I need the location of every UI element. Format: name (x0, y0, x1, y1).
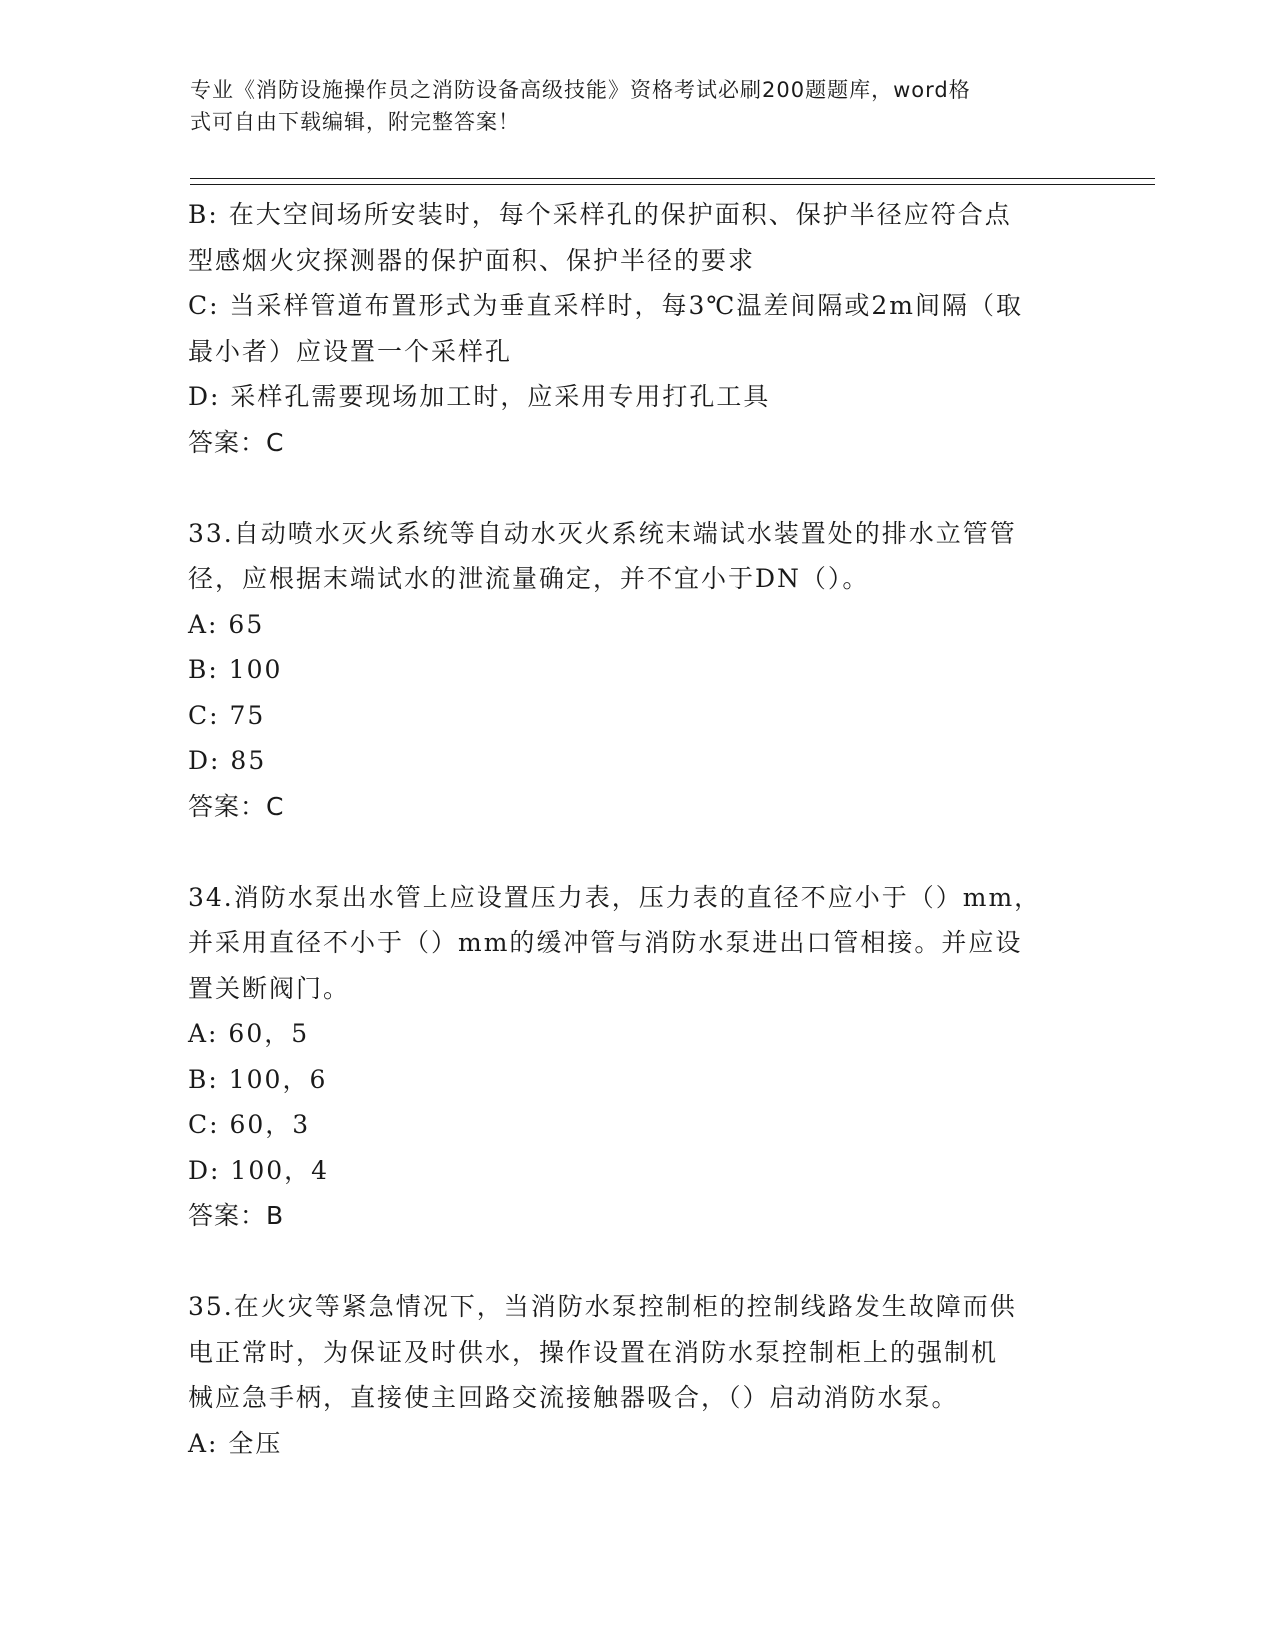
question-32 (188, 192, 1088, 465)
question-35 (188, 1284, 1088, 1466)
option-a: A: 60，5 (188, 1019, 310, 1048)
question-stem-line-2: 并采用直径不小于（）mm的缓冲管与消防水泵进出口管相接。并应设 (188, 928, 1023, 957)
question-stem-line-1: 33.自动喷水灭火系统等自动水灭火系统末端试水装置处的排水立管管 (188, 518, 1017, 548)
question-list (188, 192, 1088, 1466)
header-divider-bottom (190, 184, 1155, 185)
question-stem-line-3: 置关断阀门。 (188, 973, 351, 1003)
header-divider-top (190, 178, 1155, 179)
answer-label: 答案：B (188, 1201, 285, 1230)
option-b: B: 100 (188, 655, 283, 684)
header-line-2: 式可自由下载编辑，附完整答案！ (190, 110, 520, 134)
answer-label: 答案：C (188, 427, 285, 457)
option-b: B: 100，6 (188, 1064, 328, 1094)
option-b-line-2: 型感烟火灾探测器的保护面积、保护半径的要求 (188, 245, 756, 275)
option-c: C: 60，3 (188, 1110, 311, 1139)
question-stem-line-1: 35.在火灾等紧急情况下，当消防水泵控制柜的控制线路发生故障而供 (188, 1292, 1017, 1321)
option-d: D: 85 (188, 746, 267, 775)
question-stem-line-1: 34.消防水泵出水管上应设置压力表，压力表的直径不应小于（）mm， (188, 882, 1042, 912)
option-c-line-1: C: 当采样管道布置形式为垂直采样时，每3℃温差间隔或2m间隔（取 (188, 291, 1023, 320)
option-c-line-2: 最小者）应设置一个采样孔 (188, 336, 513, 366)
option-d: D: 100，4 (188, 1155, 330, 1185)
header-line-1: 专业《消防设施操作员之消防设备高级技能》资格考试必刷200题题库，word格 (190, 78, 971, 102)
answer-label: 答案：C (188, 791, 285, 821)
question-stem-line-2: 径，应根据末端试水的泄流量确定，并不宜小于DN（）。 (188, 564, 870, 593)
page-header (190, 74, 1090, 138)
option-a: A: 65 (188, 609, 265, 639)
question-33 (188, 511, 1088, 830)
option-b-line-1: B: 在大空间场所安装时，每个采样孔的保护面积、保护半径应符合点 (188, 200, 1012, 229)
question-stem-line-2: 电正常时，为保证及时供水，操作设置在消防水泵控制柜上的强制机 (188, 1337, 999, 1367)
spacer (188, 829, 1088, 875)
option-d: D: 采样孔需要现场加工时，应采用专用打孔工具 (188, 382, 771, 411)
option-a: A: 全压 (188, 1428, 283, 1458)
spacer (188, 1239, 1088, 1285)
spacer (188, 465, 1088, 511)
option-c: C: 75 (188, 700, 266, 730)
question-stem-line-3: 械应急手柄，直接使主回路交流接触器吸合，（）启动消防水泵。 (188, 1383, 959, 1412)
question-34 (188, 875, 1088, 1239)
